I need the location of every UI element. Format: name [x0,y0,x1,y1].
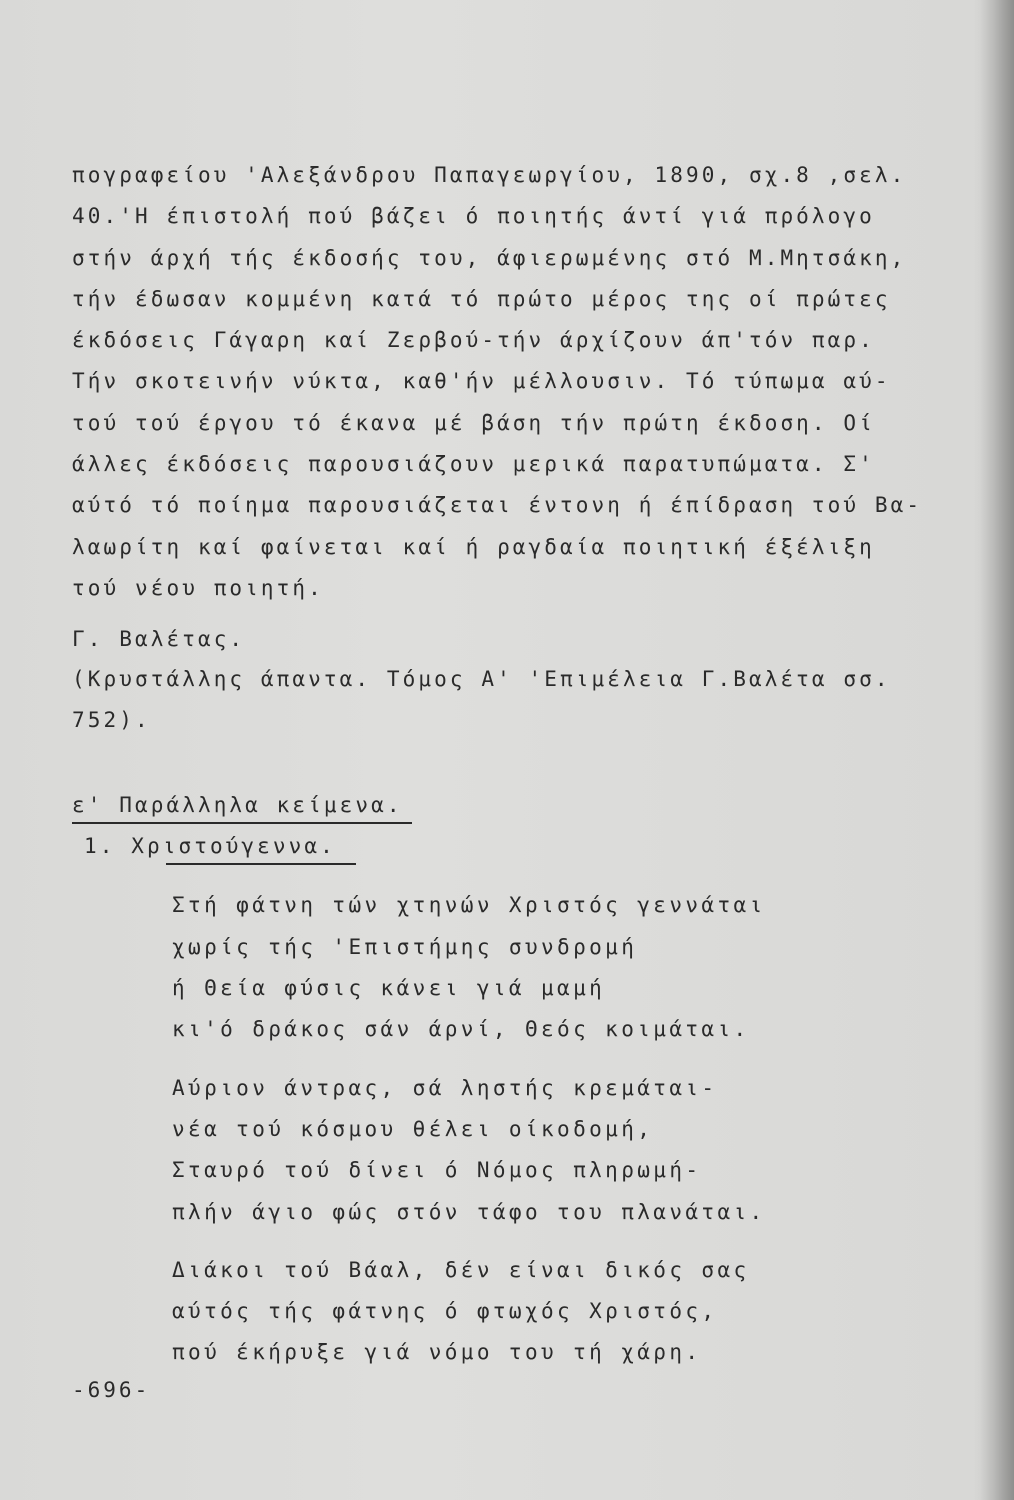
body-line: άλλες έκδόσεις παρουσιάζουν μερικά παρατυπώματα. Σ' [72,452,875,476]
citation-source: 752). [72,708,151,732]
page-number: -696- [72,1378,151,1402]
poem-line: νέα τού κόσμου θέλει οίκοδομή, [172,1117,654,1141]
subsection-heading-underline [166,863,356,865]
poem-line: πλήν άγιο φώς στόν τάφο του πλανάται. [172,1200,766,1224]
body-line: Τήν σκοτεινήν νύκτα, καθ'ήν μέλλουσιν. Τό τύπωμα αύ- [72,369,891,393]
citation-author: Γ. Βαλέτας. [72,627,246,651]
body-line: έκδόσεις Γάγαρη καί Ζερβού-τήν άρχίζουν άπ'τόν παρ. [72,328,875,352]
section-heading: ε' Παράλληλα κείμενα. [72,793,403,817]
body-line: 40.'Η έπιστολή πού βάζει ό ποιητής άντί γιά πρόλογο [72,204,875,228]
poem-line: χωρίς τής 'Επιστήμης συνδρομή [172,935,638,959]
poem-line: πού έκήρυξε γιά νόμο του τή χάρη. [172,1340,702,1364]
citation-source: (Κρυστάλλης άπαντα. Τόμος Α' 'Επιμέλεια Γ.Βαλέτα σσ. [72,667,891,691]
poem-line: ή Θεία φύσις κάνει γιά μαμή [172,976,606,1000]
poem-line: Σταυρό τού δίνει ό Νόμος πληρωμή- [172,1158,702,1182]
body-line: στήν άρχή τής έκδοσής του, άφιερωμένης στό Μ.Μητσάκη, [72,246,907,270]
body-line: λαωρίτη καί φαίνεται καί ή ραγδαία ποιητική έξέλιξη [72,535,875,559]
poem-line: Στή φάτνη τών χτηνών Χριστός γεννάται [172,893,766,917]
body-line: τήν έδωσαν κομμένη κατά τό πρώτο μέρος της οί πρώτες [72,287,891,311]
page-edge-shadow [980,0,1014,1500]
body-line: αύτό τό ποίημα παρουσιάζεται έντονη ή έπίδραση τού Βα- [72,493,923,517]
poem-line: κι'ό δράκος σάν άρνί, Θεός κοιμάται. [172,1017,750,1041]
poem-line: Διάκοι τού Βάαλ, δέν είναι δικός σας [172,1258,750,1282]
body-line: τού νέου ποιητή. [72,576,324,600]
body-line: τού τού έργου τό έκανα μέ βάση τήν πρώτη έκδοση. Οί [72,411,875,435]
section-heading-underline [72,822,412,824]
poem-line: αύτός τής φάτνης ό φτωχός Χριστός, [172,1299,718,1323]
subsection-heading: 1. Χριστούγεννα. [84,834,336,858]
poem-line: Αύριον άντρας, σά ληστής κρεμάται- [172,1076,718,1100]
body-line: πογραφείου 'Αλεξάνδρου Παπαγεωργίου, 1890, σχ.8 ,σελ. [72,163,907,187]
